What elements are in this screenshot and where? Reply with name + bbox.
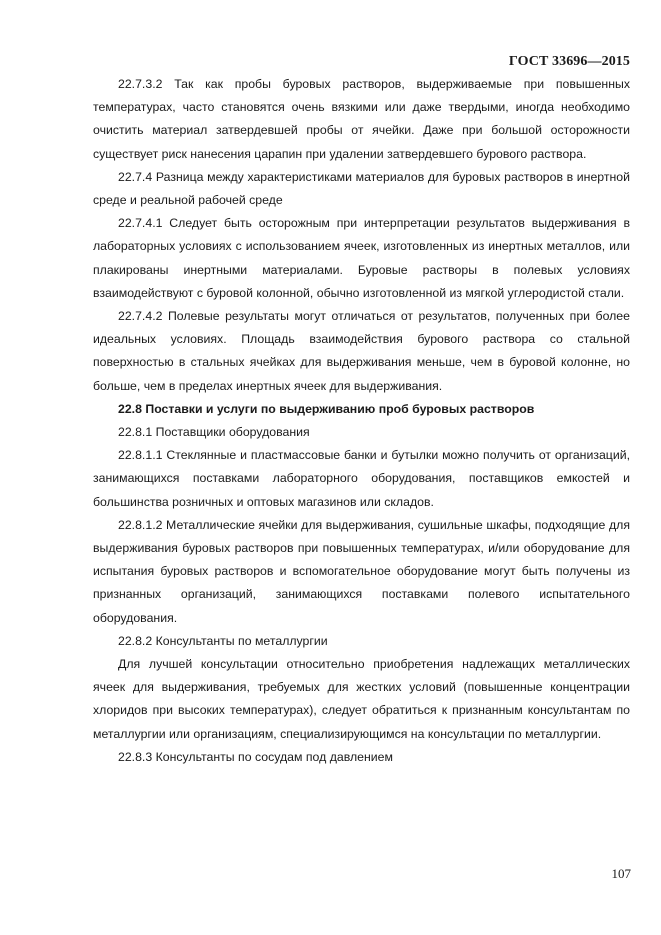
paragraph-22-8-1: 22.8.1 Поставщики оборудования <box>118 425 310 440</box>
paragraph-22-8-2: 22.8.2 Консультанты по металлургии <box>118 633 328 648</box>
paragraph-22-7-4-2: 22.7.4.2 Полевые результаты могут отличаться от результатов, полученных при более идеальных условиях. Площадь взаимодействия бурового раствора со стальной поверхностью в стальных ячейках для выдерживания меньше, чем в буровой колонне, но больше, чем в пределах инертных ячеек для выдерживания. <box>93 309 630 393</box>
document-body <box>93 73 630 769</box>
paragraph-22-8-2-text: Для лучшей консультации относительно приобретения надлежащих металлических ячеек для выдерживания, требуемых для жестких условий (повышенные концентрации хлоридов при высоких температурах), следует обратиться к признанным консультантам по металлургии или организациям, специализирующимся на консультации по металлургии. <box>93 657 630 741</box>
paragraph-22-8-1-2: 22.8.1.2 Металлические ячейки для выдерживания, сушильные шкафы, подходящие для выдерживания буровых растворов при повышенных температурах, и/или оборудование для испытания буровых растворов и вспомогательное оборудование могут быть получены из признанных организаций, занимающихся поставками полевого испытательного оборудования. <box>93 517 630 625</box>
paragraph-22-7-3-2: 22.7.3.2 Так как пробы буровых растворов, выдерживаемые при повышенных температурах, часто становятся очень вязкими или даже твердыми, иногда необходимо очистить материал затвердевшей пробы от ячейки. Даже при большой осторожности существует риск нанесения царапин при удалении затвердевшего бурового раствора. <box>93 77 630 161</box>
section-heading-22-8: 22.8 Поставки и услуги по выдерживанию проб буровых растворов <box>118 401 535 416</box>
paragraph-22-8-3: 22.8.3 Консультанты по сосудам под давлением <box>118 749 393 764</box>
page-number: 107 <box>611 866 631 881</box>
standard-header: ГОСТ 33696—2015 <box>508 54 630 69</box>
paragraph-22-7-4-1: 22.7.4.1 Следует быть осторожным при интерпретации результатов выдерживания в лабораторных условиях с использованием ячеек, изготовленных из инертных металлов, или плакированы инертными материалами. Буровые растворы в полевых условиях взаимодействуют с буровой колонной, обычно изготовленной из мягкой углеродистой стали. <box>93 216 630 300</box>
paragraph-22-8-1-1: 22.8.1.1 Стеклянные и пластмассовые банки и бутылки можно получить от организаций, занимающихся поставками лабораторного оборудования, поставщиков емкостей и большинства розничных и оптовых магазинов или складов. <box>93 448 630 509</box>
paragraph-22-7-4: 22.7.4 Разница между характеристиками материалов для буровых растворов в инертной среде и реальной рабочей среде <box>93 169 630 208</box>
